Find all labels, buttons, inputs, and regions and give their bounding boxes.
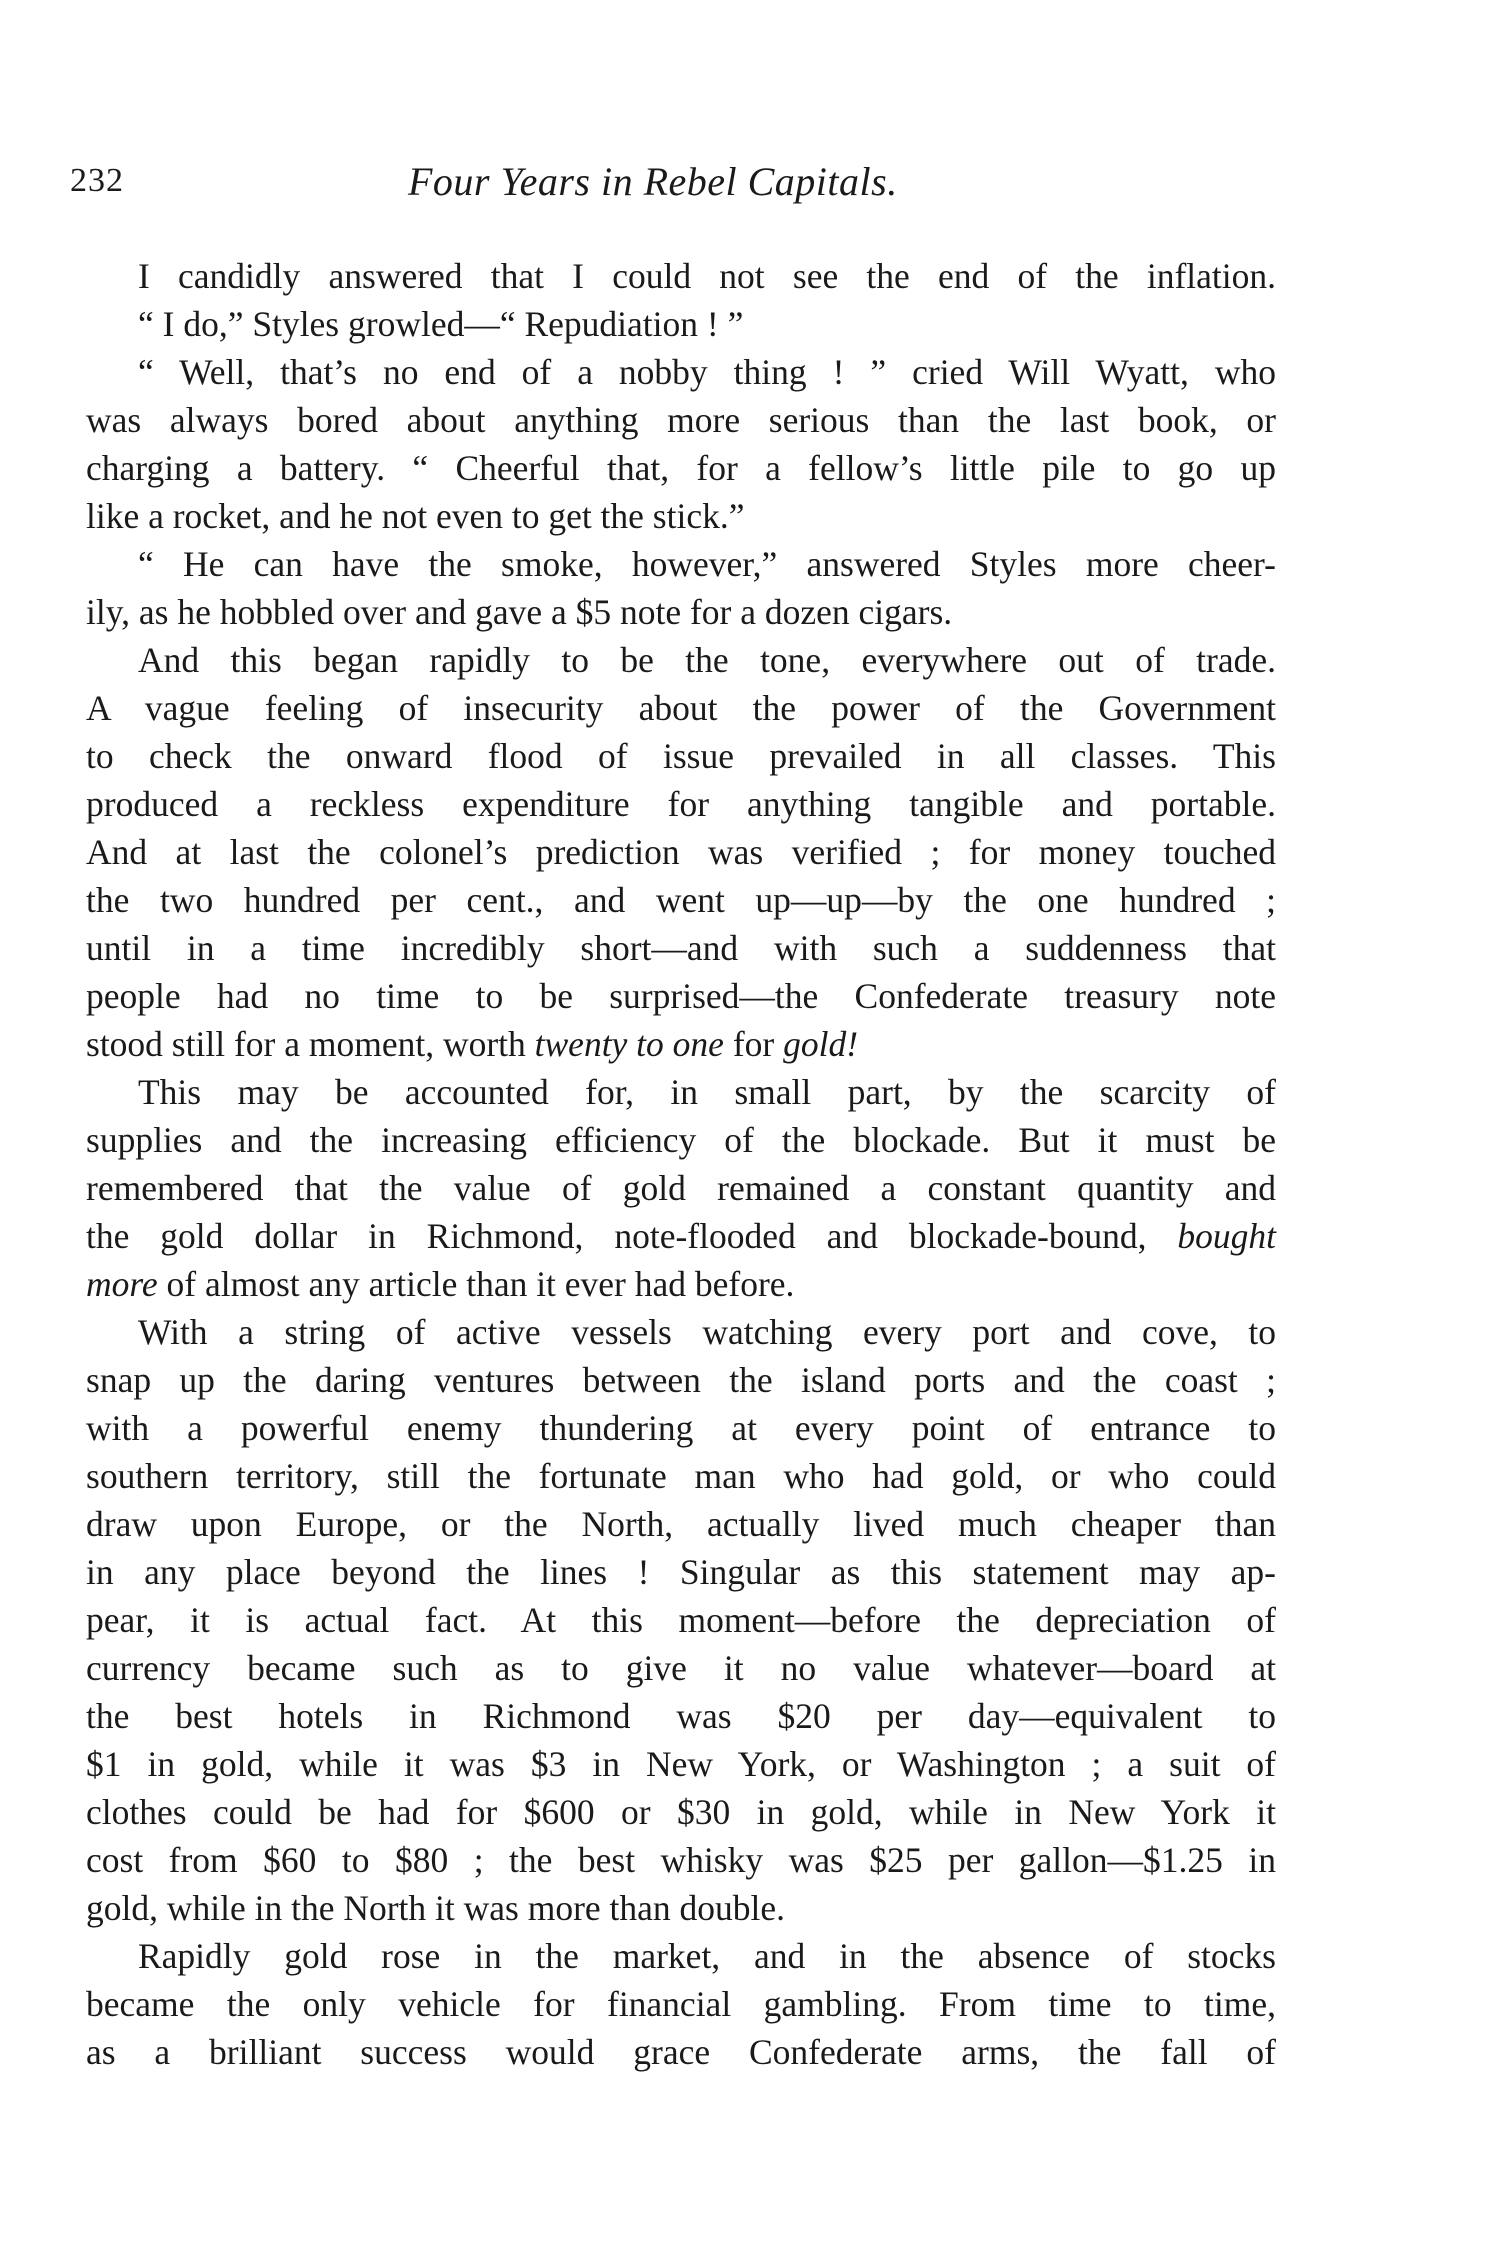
text-line: supplies and the increasing efficiency of the blockade. But it must be xyxy=(86,1120,1276,1160)
text-run: the gold dollar in Richmond, note-flooded and blockade-bound, xyxy=(86,1216,1178,1256)
text-line: was always bored about anything more serious than the last book, or xyxy=(86,400,1276,440)
page-number: 232 xyxy=(70,162,124,199)
text-line: to check the onward flood of issue prevailed in all classes. This xyxy=(86,736,1276,776)
text-line-with-emphasis xyxy=(86,1260,1276,1308)
text-line: the best hotels in Richmond was $20 per day—equivalent to xyxy=(86,1696,1276,1736)
text-line: became the only vehicle for financial gambling. From time to time, xyxy=(86,1984,1276,2024)
text-line: as a brilliant success would grace Confederate arms, the fall of xyxy=(86,2032,1276,2072)
page-title: Four Years in Rebel Capitals. xyxy=(408,159,898,204)
text-line: draw upon Europe, or the North, actually lived much cheaper than xyxy=(86,1504,1276,1544)
emphasis-gold: gold! xyxy=(783,1024,859,1064)
text-line: $1 in gold, while it was $3 in New York, or Washington ; a suit of xyxy=(86,1744,1276,1784)
text-line: produced a reckless expenditure for anything tangible and portable. xyxy=(86,784,1276,824)
text-line: gold, while in the North it was more than double. xyxy=(86,1888,786,1928)
text-run: for xyxy=(723,1024,784,1064)
text-line: This may be accounted for, in small part, by the scarcity of xyxy=(138,1072,1276,1112)
text-line-with-emphasis xyxy=(86,1020,1276,1068)
text-line: in any place beyond the lines ! Singular as this statement may ap- xyxy=(86,1552,1276,1592)
text-line: the two hundred per cent., and went up—up—by the one hundred ; xyxy=(86,880,1276,920)
emphasis-twenty-to-one: twenty to one xyxy=(534,1024,724,1064)
text-line: pear, it is actual fact. At this moment—before the depreciation of xyxy=(86,1600,1276,1640)
text-run: of almost any article than it ever had before. xyxy=(157,1264,795,1304)
text-line: like a rocket, and he not even to get the stick.” xyxy=(86,496,745,536)
text-run: stood still for a moment, worth xyxy=(86,1024,535,1064)
text-line: currency became such as to give it no value whatever—board at xyxy=(86,1648,1276,1688)
text-line: I candidly answered that I could not see the end of the inflation. xyxy=(138,256,1276,296)
text-line: With a string of active vessels watching every port and cove, to xyxy=(138,1312,1276,1352)
text-line: southern territory, still the fortunate man who had gold, or who could xyxy=(86,1456,1276,1496)
text-line: ily, as he hobbled over and gave a $5 note for a dozen cigars. xyxy=(86,592,953,632)
text-line-with-emphasis xyxy=(86,1212,1276,1260)
text-line: remembered that the value of gold remained a constant quantity and xyxy=(86,1168,1276,1208)
text-line: clothes could be had for $600 or $30 in gold, while in New York it xyxy=(86,1792,1276,1832)
text-line: snap up the daring ventures between the island ports and the coast ; xyxy=(86,1360,1276,1400)
running-head xyxy=(70,159,1300,212)
text-line: A vague feeling of insecurity about the power of the Government xyxy=(86,688,1276,728)
text-line: “ I do,” Styles growled—“ Repudiation ! ” xyxy=(138,304,744,344)
text-line: And this began rapidly to be the tone, everywhere out of trade. xyxy=(138,640,1276,680)
text-line: cost from $60 to $80 ; the best whisky was $25 per gallon—$1.25 in xyxy=(86,1840,1276,1880)
text-line: “ He can have the smoke, however,” answered Styles more cheer- xyxy=(138,544,1276,584)
text-line: until in a time incredibly short—and with such a suddenness that xyxy=(86,928,1276,968)
emphasis-bought: bought xyxy=(1177,1216,1276,1256)
text-line: charging a battery. “ Cheerful that, for a fellow’s little pile to go up xyxy=(86,448,1276,488)
text-line: with a powerful enemy thundering at every point of entrance to xyxy=(86,1408,1276,1448)
text-line: people had no time to be surprised—the Confederate treasury note xyxy=(86,976,1276,1016)
text-line: Rapidly gold rose in the market, and in the absence of stocks xyxy=(138,1936,1276,1976)
body-text xyxy=(86,252,1276,2076)
text-line: And at last the colonel’s prediction was verified ; for money touched xyxy=(86,832,1276,872)
text-line: “ Well, that’s no end of a nobby thing ! ” cried Will Wyatt, who xyxy=(138,352,1276,392)
emphasis-more: more xyxy=(86,1264,158,1304)
